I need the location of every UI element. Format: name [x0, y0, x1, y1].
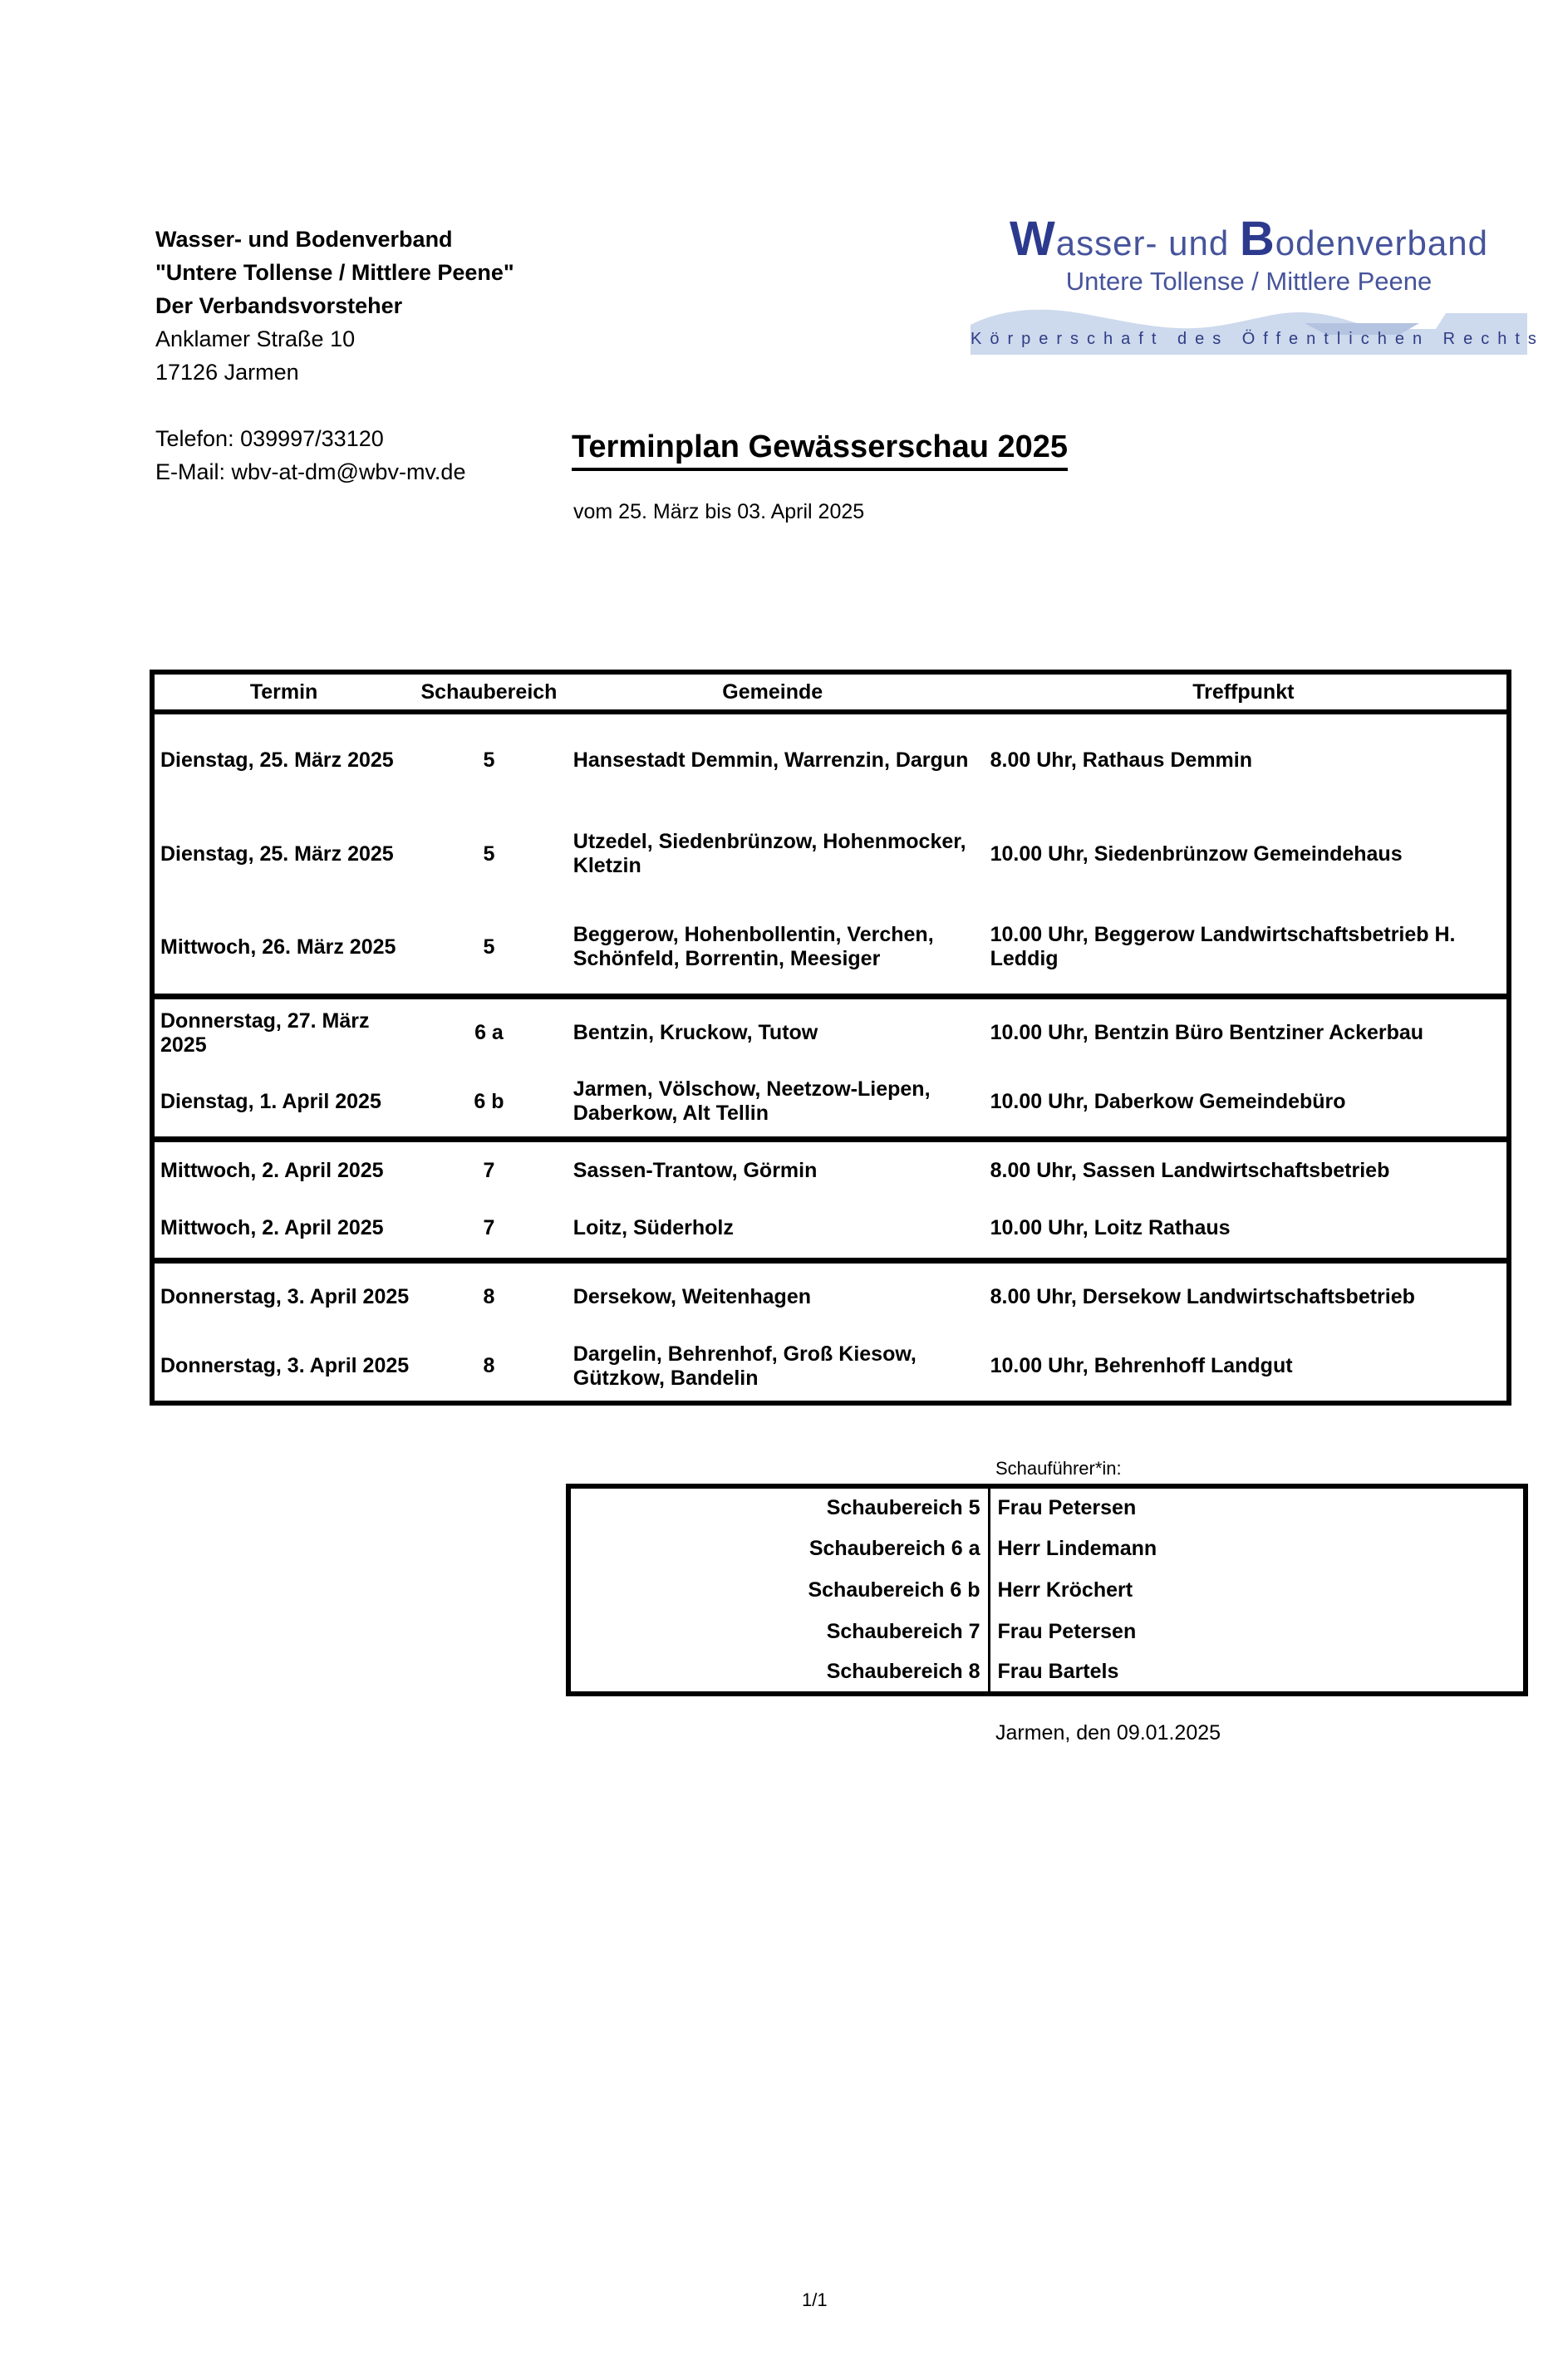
list-item — [568, 1528, 1526, 1569]
logo-band-text: Körperschaft des Öffentlichen Rechts — [971, 329, 1545, 348]
cell-gemeinde: Sassen-Trantow, Görmin — [573, 1158, 818, 1182]
schedule-section-3 — [152, 1139, 1509, 1260]
cell-termin: Donnerstag, 3. April 2025 — [160, 1354, 410, 1377]
cell-termin: Mittwoch, 2. April 2025 — [160, 1216, 384, 1240]
leader-area: Schaubereich 7 — [568, 1611, 989, 1652]
schedule-section-1 — [152, 712, 1509, 996]
cell-gemeinde: Utzedel, Siedenbrünzow, Hohenmocker, Kletzin — [573, 830, 966, 877]
cell-treffpunkt: 8.00 Uhr, Sassen Landwirtschaftsbetrieb — [990, 1158, 1390, 1182]
leader-name: Frau Bartels — [997, 1660, 1119, 1683]
leader-area: Schaubereich 5 — [568, 1486, 989, 1528]
cell-termin: Mittwoch, 26. März 2025 — [160, 935, 396, 959]
cell-gemeinde: Dargelin, Behrenhof, Groß Kiesow, Gützkow, Bandelin — [573, 1342, 917, 1390]
cell-termin: Dienstag, 1. April 2025 — [160, 1089, 381, 1113]
column-header-treffpunkt: Treffpunkt — [980, 672, 1509, 712]
logo-initial-w: W — [1010, 212, 1056, 266]
schedule-section-2 — [152, 996, 1509, 1139]
cell-termin: Dienstag, 25. März 2025 — [160, 748, 394, 772]
sender-name-line2: "Untere Tollense / Mittlere Peene" — [155, 260, 514, 285]
schedule-table — [150, 670, 1511, 1406]
table-row — [152, 1139, 1509, 1200]
cell-treffpunkt: 10.00 Uhr, Bentzin Büro Bentziner Ackerbau — [990, 1021, 1424, 1045]
cell-treffpunkt: 10.00 Uhr, Loitz Rathaus — [990, 1216, 1231, 1240]
cell-schaubereich: 8 — [483, 1354, 495, 1377]
cell-termin: Donnerstag, 3. April 2025 — [160, 1285, 410, 1309]
page-number: 1/1 — [802, 2289, 828, 2310]
cell-treffpunkt: 8.00 Uhr, Dersekow Landwirtschaftsbetrieb — [990, 1285, 1415, 1309]
sender-email: E-Mail: wbv-at-dm@wbv-mv.de — [155, 459, 466, 484]
logo-wordmark — [971, 213, 1527, 266]
logo-wave-band — [971, 300, 1545, 355]
list-item — [568, 1569, 1526, 1611]
table-row — [152, 807, 1509, 901]
leader-name: Herr Lindemann — [997, 1536, 1157, 1560]
logo-initial-b: B — [1239, 212, 1275, 266]
cell-treffpunkt: 8.00 Uhr, Rathaus Demmin — [990, 748, 1253, 772]
table-row — [152, 901, 1509, 996]
cell-schaubereich: 5 — [483, 748, 495, 772]
cell-gemeinde: Jarmen, Völschow, Neetzow-Liepen, Daberkow, Alt Tellin — [573, 1077, 931, 1126]
cell-termin: Donnerstag, 27. März 2025 — [160, 1008, 370, 1057]
column-header-schaubereich: Schaubereich — [413, 672, 565, 712]
cell-termin: Dienstag, 25. März 2025 — [160, 842, 394, 866]
table-row — [152, 1332, 1509, 1403]
page-title: Terminplan Gewässerschau 2025 — [572, 429, 1068, 471]
leader-area: Schaubereich 6 a — [568, 1528, 989, 1569]
schedule-header-row — [152, 672, 1509, 712]
cell-treffpunkt: 10.00 Uhr, Behrenhoff Landgut — [990, 1354, 1293, 1377]
cell-schaubereich: 6 b — [474, 1089, 504, 1113]
table-row — [152, 1200, 1509, 1260]
cell-gemeinde: Hansestadt Demmin, Warrenzin, Dargun — [573, 748, 969, 772]
cell-schaubereich: 5 — [483, 842, 495, 866]
cell-schaubereich: 8 — [483, 1285, 495, 1309]
list-item — [568, 1611, 1526, 1652]
column-header-gemeinde: Gemeinde — [565, 672, 980, 712]
cell-schaubereich: 7 — [483, 1216, 495, 1240]
cell-treffpunkt: 10.00 Uhr, Beggerow Landwirtschaftsbetrieb H. Leddig — [990, 923, 1456, 971]
leaders-table — [566, 1484, 1528, 1696]
cell-gemeinde: Dersekow, Weitenhagen — [573, 1285, 811, 1309]
cell-treffpunkt: 10.00 Uhr, Daberkow Gemeindebüro — [990, 1089, 1346, 1113]
leader-area: Schaubereich 8 — [568, 1652, 989, 1694]
cell-termin: Mittwoch, 2. April 2025 — [160, 1158, 384, 1182]
sender-name-line1: Wasser- und Bodenverband — [155, 227, 453, 252]
association-logo — [971, 212, 1545, 355]
leaders-label: Schauführer*in: — [995, 1458, 1122, 1479]
table-row — [152, 996, 1509, 1067]
table-row — [152, 1260, 1509, 1332]
logo-word2-rest: odenverband — [1275, 223, 1488, 263]
sender-role: Der Verbandsvorsteher — [155, 293, 403, 318]
leader-area: Schaubereich 6 b — [568, 1569, 989, 1611]
leader-name: Herr Kröchert — [997, 1578, 1133, 1602]
logo-subtitle: Untere Tollense / Mittlere Peene — [1065, 266, 1433, 296]
sender-phone: Telefon: 039997/33120 — [155, 426, 384, 451]
cell-schaubereich: 7 — [483, 1158, 495, 1182]
logo-word1-rest: asser- und — [1055, 223, 1240, 263]
cell-schaubereich: 6 a — [474, 1021, 504, 1045]
page-subtitle: vom 25. März bis 03. April 2025 — [573, 500, 865, 523]
leader-name: Frau Petersen — [997, 1619, 1137, 1643]
sender-address-block — [155, 223, 514, 488]
cell-schaubereich: 5 — [483, 935, 495, 959]
cell-treffpunkt: 10.00 Uhr, Siedenbrünzow Gemeindehaus — [990, 842, 1403, 866]
list-item — [568, 1486, 1526, 1528]
column-header-termin: Termin — [152, 672, 413, 712]
cell-gemeinde: Bentzin, Kruckow, Tutow — [573, 1021, 818, 1045]
sender-street: Anklamer Straße 10 — [155, 326, 356, 351]
cell-gemeinde: Beggerow, Hohenbollentin, Verchen, Schönfeld, Borrentin, Meesiger — [573, 923, 934, 971]
schedule-section-4 — [152, 1260, 1509, 1403]
leader-name: Frau Petersen — [997, 1496, 1137, 1519]
date-line: Jarmen, den 09.01.2025 — [995, 1721, 1221, 1745]
cell-gemeinde: Loitz, Süderholz — [573, 1216, 734, 1240]
sender-city: 17126 Jarmen — [155, 360, 299, 385]
table-row — [152, 1067, 1509, 1139]
list-item — [568, 1652, 1526, 1694]
table-row — [152, 712, 1509, 807]
